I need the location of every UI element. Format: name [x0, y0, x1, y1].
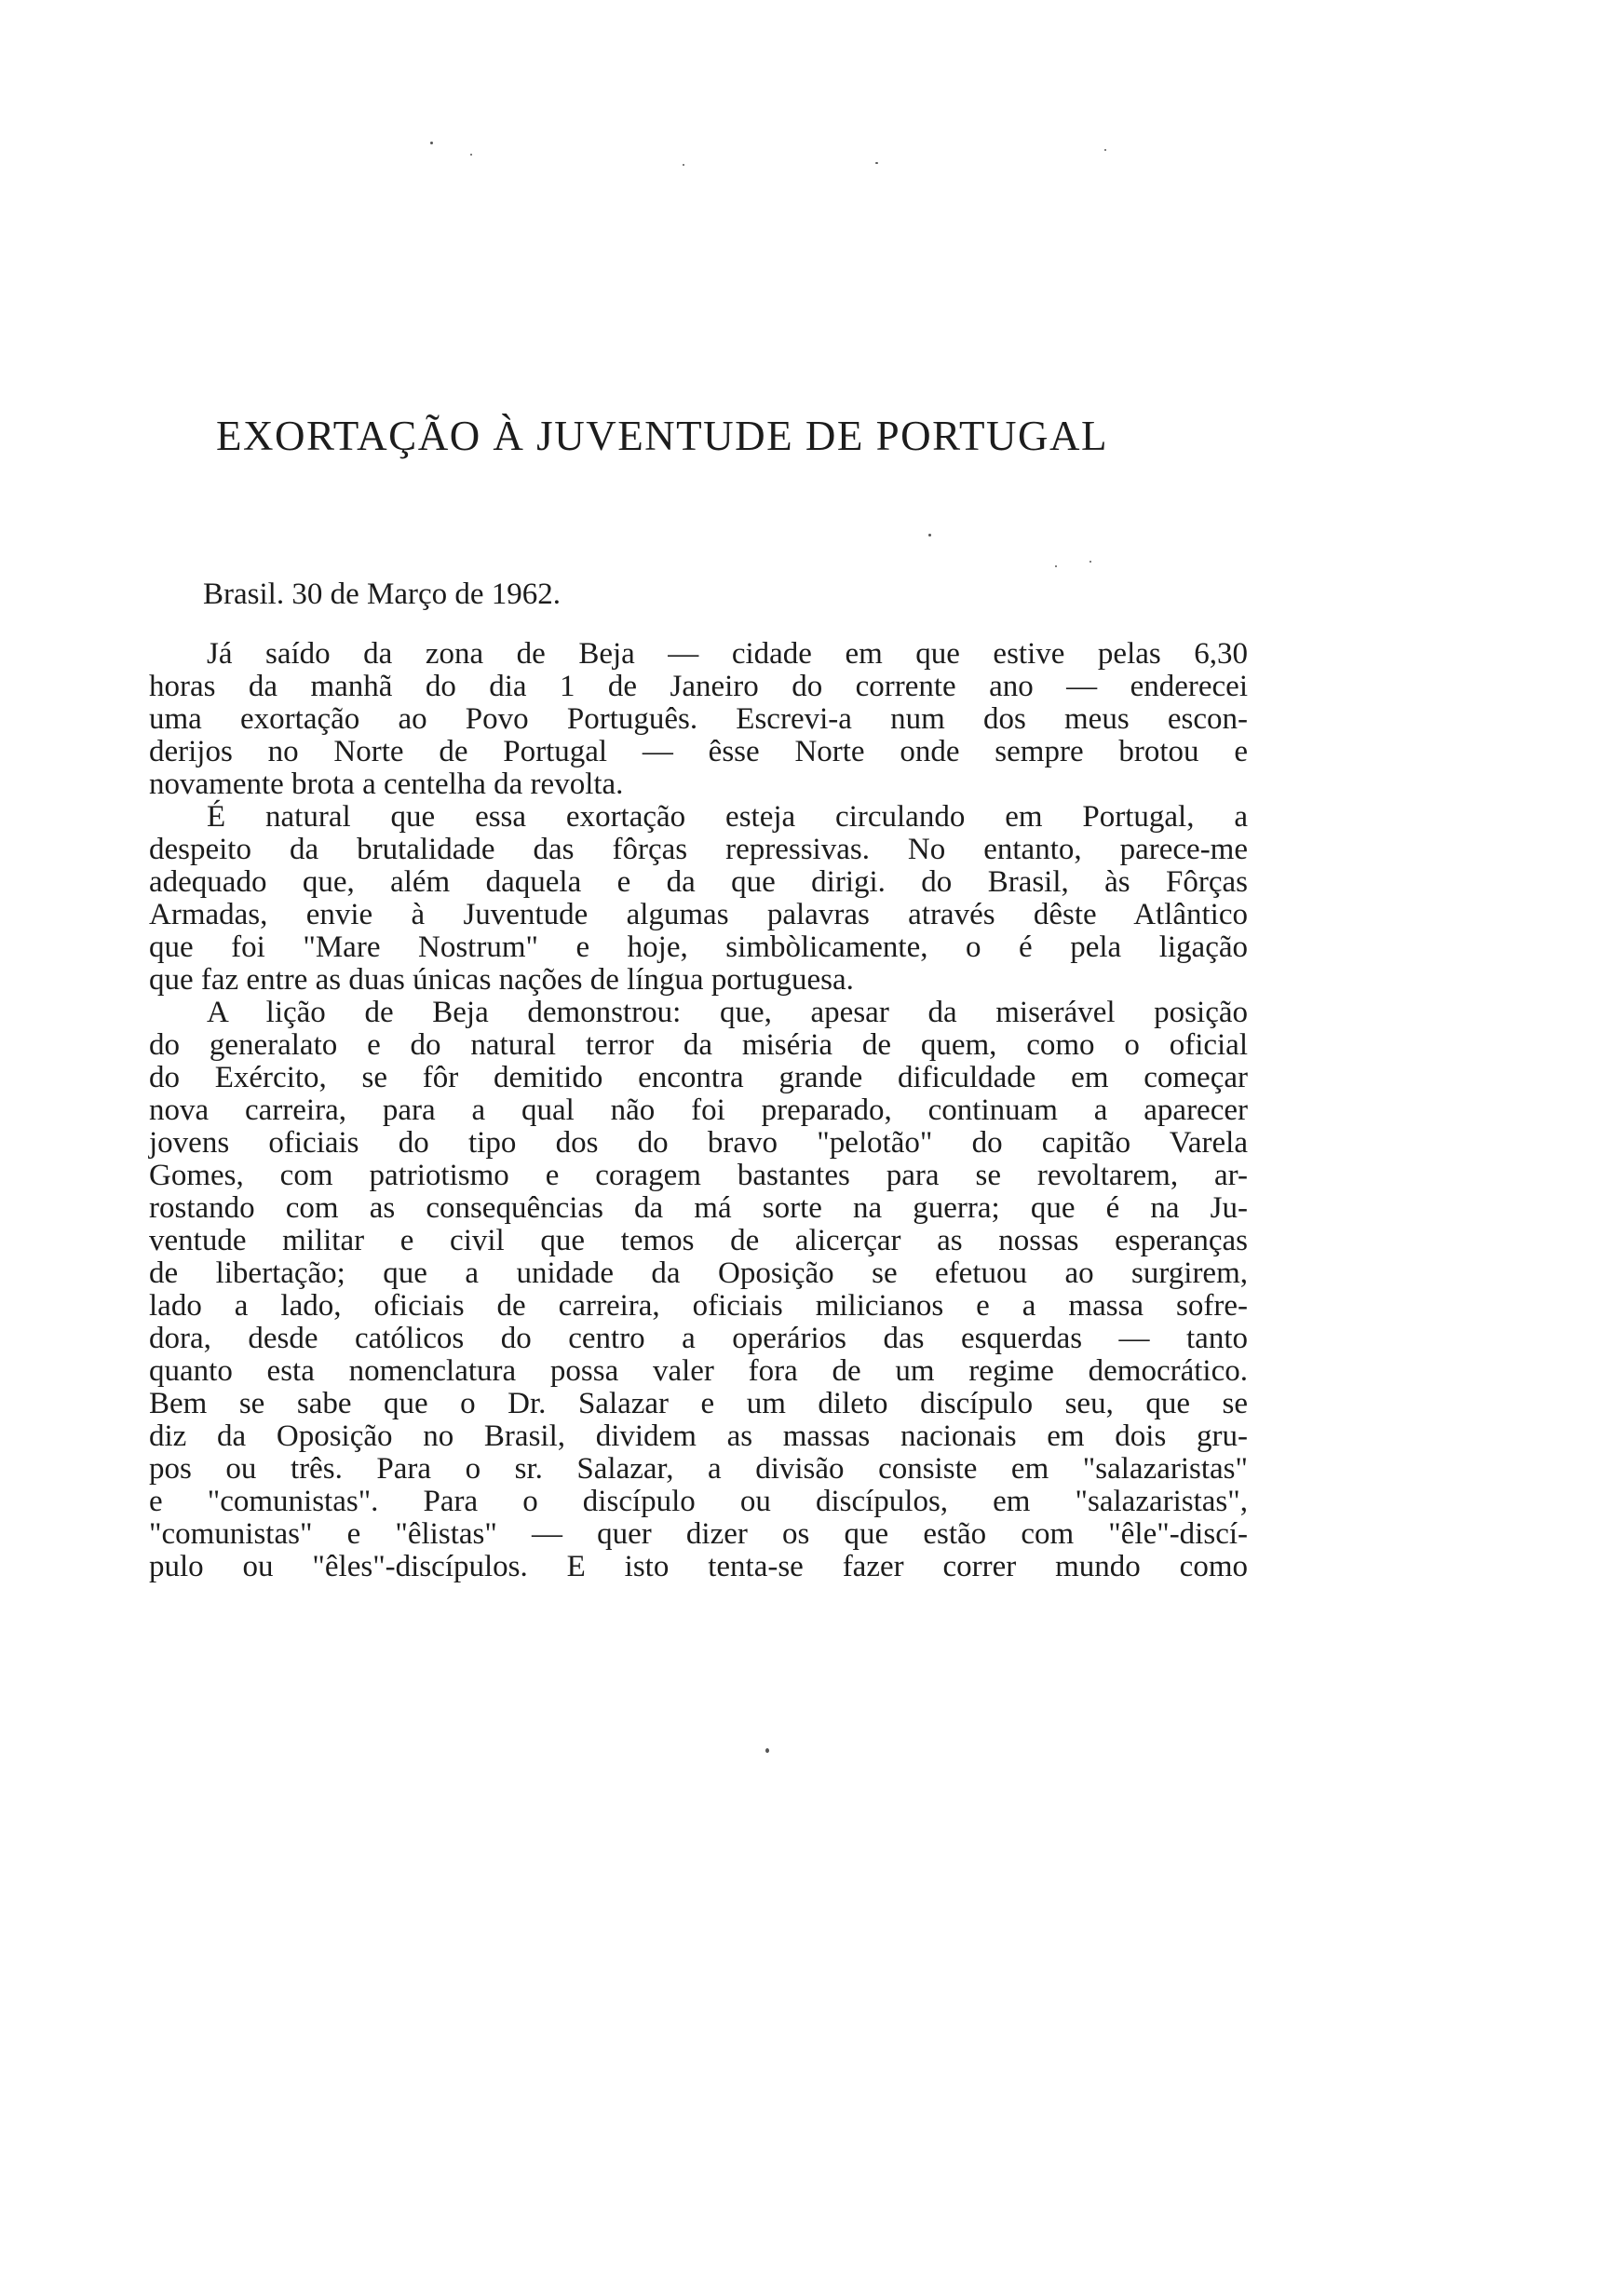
text-line: novamente brota a centelha da revolta.	[149, 767, 624, 801]
text-line: uma exortação ao Povo Português. Escrevi-a num dos meus escon-	[149, 702, 1248, 736]
scan-speck	[1089, 561, 1091, 563]
text-line: adequado que, além daquela e da que dirigi. do Brasil, às Fôrças	[149, 865, 1248, 899]
scan-speck	[430, 142, 433, 144]
scan-speck	[683, 164, 684, 166]
text-line: rostando com as consequências da má sorte na guerra; que é na Ju-	[149, 1191, 1248, 1225]
text-line: despeito da brutalidade das fôrças repressivas. No entanto, parece-me	[149, 833, 1248, 866]
dateline: Brasil. 30 de Março de 1962.	[203, 577, 561, 611]
text-line: derijos no Norte de Portugal — êsse Norte onde sempre brotou e	[149, 735, 1248, 768]
text-line: lado a lado, oficiais de carreira, oficiais milicianos e a massa sofre-	[149, 1289, 1248, 1323]
text-line: "comunistas" e "êlistas" — quer dizer os que estão com "êle"-discí-	[149, 1517, 1248, 1551]
text-line: Armadas, envie à Juventude algumas palavras através dêste Atlântico	[149, 898, 1248, 931]
scan-speck	[470, 154, 472, 156]
text-line: do generalato e do natural terror da miséria de quem, como o oficial	[149, 1028, 1248, 1062]
text-line: pos ou três. Para o sr. Salazar, a divisão consiste em "salazaristas"	[149, 1452, 1248, 1486]
scan-speck	[928, 534, 931, 536]
body-text	[149, 638, 1248, 1583]
text-line: que faz entre as duas únicas nações de língua portuguesa.	[149, 963, 854, 997]
text-line: de libertação; que a unidade da Oposição se efetuou ao surgirem,	[149, 1256, 1248, 1290]
page-title: EXORTAÇÃO À JUVENTUDE DE PORTUGAL	[216, 413, 1108, 459]
text-line: quanto esta nomenclatura possa valer fora de um regime democrático.	[149, 1354, 1248, 1388]
text-line: e "comunistas". Para o discípulo ou discípulos, em "salazaristas",	[149, 1485, 1248, 1518]
scan-speck	[765, 1748, 769, 1753]
text-line: nova carreira, para a qual não foi preparado, continuam a aparecer	[149, 1093, 1248, 1127]
text-line: horas da manhã do dia 1 de Janeiro do corrente ano — enderecei	[149, 670, 1248, 703]
text-line: dora, desde católicos do centro a operários das esquerdas — tanto	[149, 1322, 1248, 1355]
text-line: Bem se sabe que o Dr. Salazar e um dileto discípulo seu, que se	[149, 1387, 1248, 1420]
text-line: ventude militar e civil que temos de alicerçar as nossas esperanças	[149, 1224, 1248, 1257]
text-line: Já saído da zona de Beja — cidade em que estive pelas 6,30	[207, 637, 1248, 671]
scan-speck	[1104, 149, 1106, 151]
text-line: jovens oficiais do tipo dos do bravo "pelotão" do capitão Varela	[149, 1126, 1248, 1160]
scan-speck	[875, 162, 878, 164]
text-line: do Exército, se fôr demitido encontra grande dificuldade em começar	[149, 1061, 1248, 1094]
text-line: É natural que essa exortação esteja circulando em Portugal, a	[207, 800, 1248, 834]
text-line: diz da Oposição no Brasil, dividem as massas nacionais em dois gru-	[149, 1419, 1248, 1453]
text-line: que foi "Mare Nostrum" e hoje, simbòlicamente, o é pela ligação	[149, 930, 1248, 964]
scan-speck	[1055, 565, 1057, 567]
text-line: Gomes, com patriotismo e coragem bastantes para se revoltarem, ar-	[149, 1159, 1248, 1192]
text-line: pulo ou "êles"-discípulos. E isto tenta-se fazer correr mundo como	[149, 1550, 1248, 1583]
text-line: A lição de Beja demonstrou: que, apesar da miserável posição	[207, 996, 1248, 1029]
